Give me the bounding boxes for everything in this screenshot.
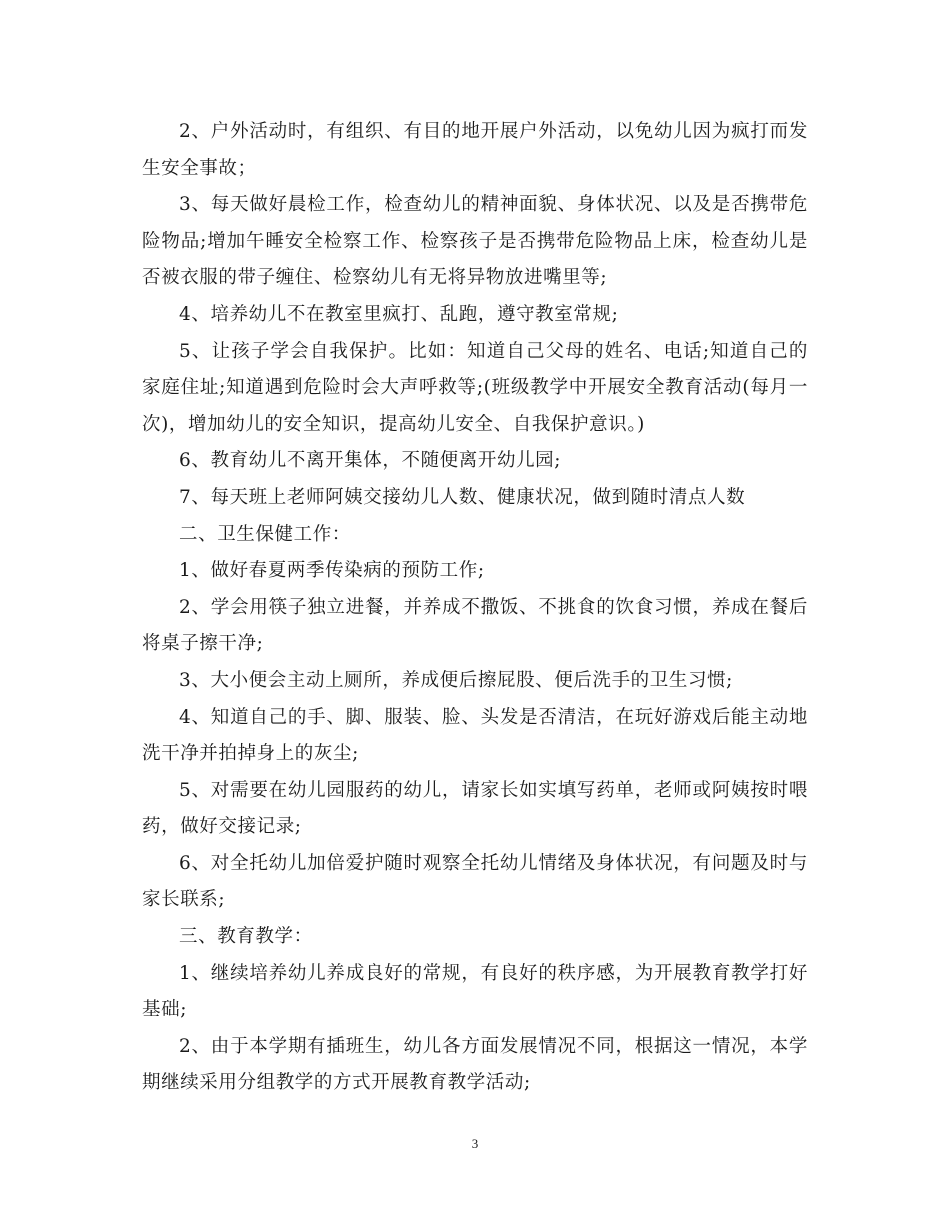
paragraph: 7、每天班上老师阿姨交接幼儿人数、健康状况，做到随时清点人数 bbox=[179, 486, 746, 508]
section-heading: 二、卫生保健工作： bbox=[179, 523, 351, 545]
paragraph: 4、培养幼儿不在教室里疯打、乱跑，遵守教室常规; bbox=[179, 303, 619, 325]
paragraph: 2、由于本学期有插班生，幼儿各方面发展情况不同，根据这一情况，本学期继续采用分组教学的方式开展教育教学活动; bbox=[142, 1035, 808, 1094]
paragraph: 2、户外活动时，有组织、有目的地开展户外活动，以免幼儿因为疯打而发生安全事故； bbox=[142, 121, 808, 179]
paragraph: 4、知道自己的手、脚、服装、脸、头发是否清洁，在玩好游戏后能主动地洗干净并拍掉身上的灰尘; bbox=[142, 706, 808, 765]
paragraph: 3、每天做好晨检工作，检查幼儿的精神面貌、身体状况、以及是否携带危险物品;增加午睡安全检察工作、检察孩子是否携带危险物品上床，检查幼儿是否被衣服的带子缠住、检察幼儿有无将异物放进嘴里等; bbox=[142, 194, 808, 289]
paragraph: 5、对需要在幼儿园服药的幼儿，请家长如实填写药单，老师或阿姨按时喂药，做好交接记录; bbox=[142, 779, 808, 838]
paragraph: 5、让孩子学会自我保护。比如：知道自己父母的姓名、电话;知道自己的家庭住址;知道遇到危险时会大声呼救等;(班级教学中开展安全教育活动(每月一次)，增加幼儿的安全知识，提高幼儿安全、自我保护意识。) bbox=[142, 340, 808, 435]
paragraph: 6、教育幼儿不离开集体，不随便离开幼儿园; bbox=[179, 450, 562, 472]
paragraph: 1、继续培养幼儿养成良好的常规，有良好的秩序感，为开展教育教学打好基础; bbox=[142, 962, 808, 1021]
section-heading: 三、教育教学： bbox=[179, 926, 313, 948]
paragraph: 3、大小便会主动上厕所，养成便后擦屁股、便后洗手的卫生习惯; bbox=[179, 669, 734, 691]
document-body bbox=[142, 114, 808, 1102]
page-number: 3 bbox=[471, 1136, 479, 1151]
paragraph: 2、学会用筷子独立进餐，并养成不撒饭、不挑食的饮食习惯，养成在餐后将桌子擦干净; bbox=[142, 596, 808, 655]
paragraph: 6、对全托幼儿加倍爱护随时观察全托幼儿情绪及身体状况，有问题及时与家长联系; bbox=[142, 852, 808, 911]
paragraph: 1、做好春夏两季传染病的预防工作; bbox=[179, 560, 485, 582]
